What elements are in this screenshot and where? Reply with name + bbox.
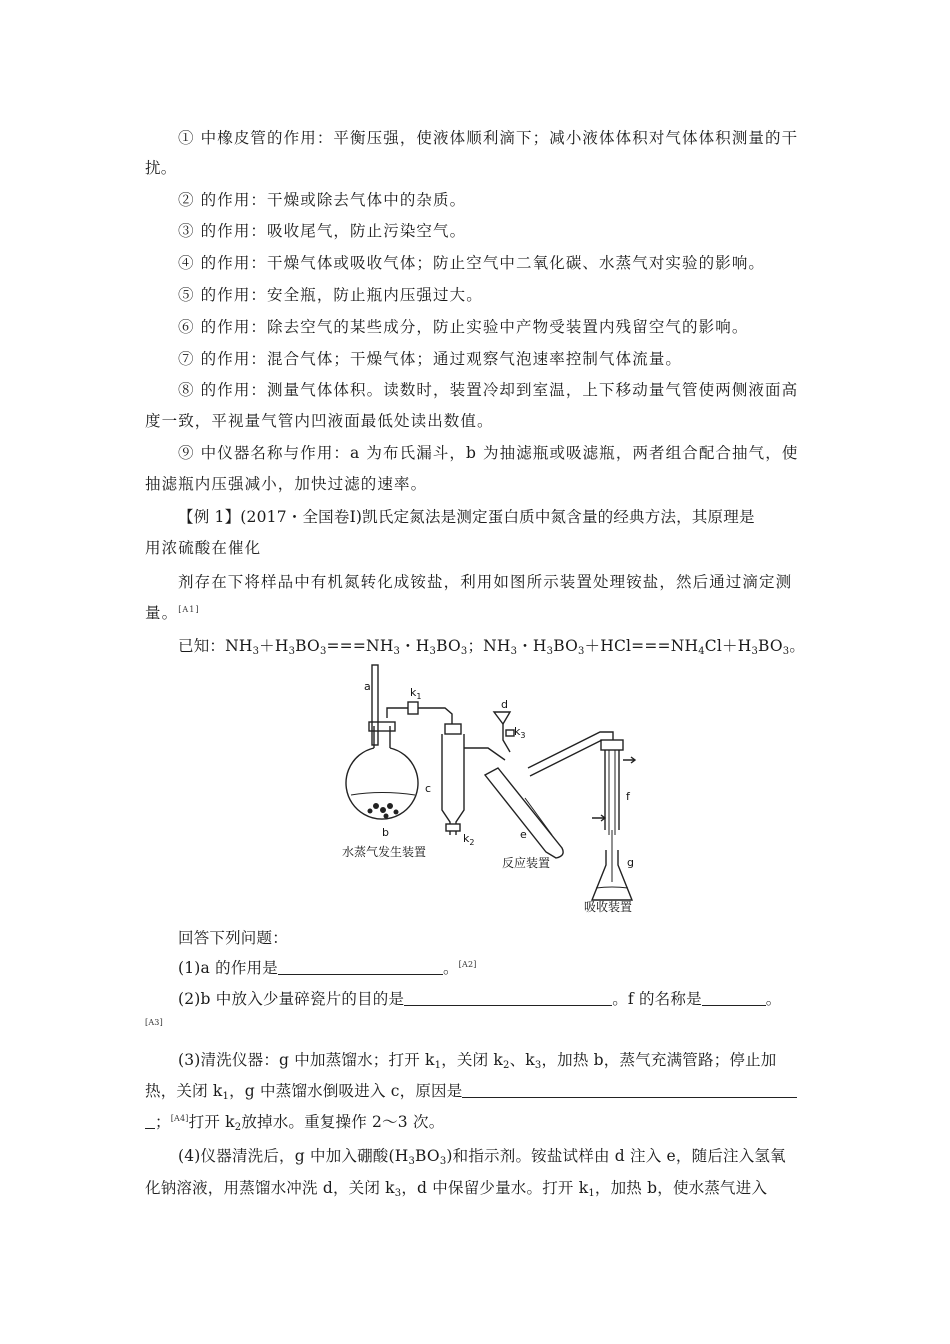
water-in-arrow [592, 815, 605, 821]
annotation-a2: [A2] [458, 960, 477, 969]
question-4-line-2: 化钠溶液，用蒸馏水冲洗 d，关闭 $k_3$，d 中保留少量水。打开 $k_1$，加热 b，使水蒸气进入 [145, 1179, 768, 1199]
question-3-line-1: (3)清洗仪器：g 中加蒸馏水；打开 $k_1$，关闭 $k_2$、$k_3$，加热 b，蒸气充满管路；停止加 [178, 1051, 777, 1071]
example-line-3: 剂存在下将样品中有机氮转化成铵盐，利用如图所示装置处理铵盐，然后通过滴定测 [178, 573, 793, 591]
steam-tube [387, 708, 452, 724]
note-8-line-2: 度一致，平视量气管内凹液面最低处读出数值。 [145, 412, 494, 430]
annotation-a3: [A3] [145, 1018, 163, 1027]
question-2: (2)b 中放入少量碎瓷片的目的是 。f 的名称是 。 [178, 990, 782, 1008]
note-7: ⑦ 的作用：混合气体；干燥气体；通过观察气泡速率控制气体流量。 [178, 350, 683, 368]
caption-steam-generator: 水蒸气发生装置 [342, 845, 427, 859]
questions-intro: 回答下列问题： [178, 929, 288, 947]
funnel-d [494, 712, 510, 724]
condenser-inner [609, 750, 615, 835]
note-4: ④ 的作用：干燥气体或吸收气体；防止空气中二氧化碳、水蒸气对实验的影响。 [178, 254, 766, 272]
note-2: ② 的作用：干燥或除去气体中的杂质。 [178, 191, 467, 209]
tube-e-to-f-2 [530, 740, 602, 776]
flask-g-liquid [596, 887, 628, 888]
question-2-annotation-line [145, 1016, 163, 1036]
question-4-line-1: (4)仪器清洗后，g 中加入硼酸$(H_3BO_3)$和指示剂。铵盐试样由 d 注入 e，随后注入氢氧 [178, 1147, 786, 1167]
question-1: (1)a 的作用是 。[A2] [178, 959, 477, 977]
tube-c-to-e [464, 748, 505, 760]
kjeldahl-apparatus-diagram [330, 660, 670, 915]
label-k3: $k_3$ [514, 725, 526, 740]
note-5: ⑤ 的作用：安全瓶，防止瓶内压强过大。 [178, 286, 483, 304]
example-line-4 [145, 603, 200, 623]
label-k1: $k_1$ [410, 686, 422, 701]
caption-absorption: 吸收装置 [584, 900, 633, 914]
tube-c-stopper [445, 724, 461, 734]
porcelain-chips [368, 803, 399, 819]
known-label: 已知： [178, 637, 226, 655]
label-g: g [627, 856, 634, 869]
condenser-stopper [601, 740, 623, 750]
tube-a [372, 665, 378, 745]
note-9-line-1: ⑨ 中仪器名称与作用：a 为布氏漏斗，b 为抽滤瓶或吸滤瓶，两者组合配合抽气，使 [178, 444, 799, 462]
tube-e-to-f [528, 732, 613, 768]
label-b: b [382, 826, 389, 839]
tube-c [442, 734, 464, 835]
note-3: ③ 的作用：吸收尾气，防止污染空气。 [178, 222, 467, 240]
answer-blank-3[interactable] [702, 991, 766, 1006]
flask-stopper [369, 722, 395, 731]
question-3-line-3: ；[A4]打开 $k_2$放掉水。重复操作 2～3 次。 [145, 1112, 444, 1132]
note-1-line-2: 扰。 [145, 159, 177, 177]
caption-reaction: 反应装置 [502, 856, 551, 870]
label-e: e [520, 828, 527, 841]
note-8-line-1: ⑧ 的作用：测量气体体积。读数时，装置冷却到室温，上下移动量气管使两侧液面高 [178, 381, 799, 399]
label-a: a [364, 680, 371, 693]
annotation-a4: [A4] [170, 1114, 189, 1123]
note-1-line-1: ① 中橡皮管的作用：平衡压强，使液体顺利滴下；减小液体体积对气体体积测量的干 [178, 129, 799, 147]
answer-blank-4[interactable] [462, 1083, 797, 1098]
example-line-2: 用浓硫酸在催化 [145, 539, 262, 557]
label-f: f [626, 790, 630, 803]
known-equations: 已知：$NH_3+H_3BO_3===NH_3$・$H_3BO_3$；$NH_3$・$H_3BO_3+HCl===NH_4Cl+H_3BO_3$。 [178, 637, 806, 657]
valve-k3 [506, 730, 514, 736]
flask-e [485, 768, 563, 858]
water-out-arrow [623, 757, 635, 763]
answer-blank-1[interactable] [278, 960, 443, 975]
valve-k2 [446, 824, 460, 831]
funnel-d-stem [503, 724, 510, 752]
condenser-f [605, 750, 619, 830]
label-c: c [425, 782, 432, 795]
question-3-line-2: 热，关闭 $k_1$，g 中蒸馏水倒吸进入 c，原因是 [145, 1081, 797, 1101]
note-9-line-2: 抽滤瓶内压强减小，加快过滤的速率。 [145, 475, 428, 493]
valve-k1 [408, 702, 418, 714]
answer-blank-4-cont[interactable] [145, 1114, 155, 1129]
label-k2: $k_2$ [463, 832, 475, 847]
flask-liquid-surface [351, 793, 415, 796]
example-line-1: 【例 1】(2017・全国卷Ⅰ)凯氏定氮法是测定蛋白质中氮含量的经典方法，其原理是 [178, 508, 755, 526]
note-6: ⑥ 的作用：除去空气的某些成分，防止实验中产物受装置内残留空气的影响。 [178, 318, 749, 336]
example-line-4-text: 量。 [145, 604, 179, 622]
annotation-a1: [A1] [178, 605, 200, 614]
flask-e-inner [525, 798, 552, 835]
answer-blank-2[interactable] [404, 991, 612, 1006]
label-d: d [501, 698, 508, 711]
